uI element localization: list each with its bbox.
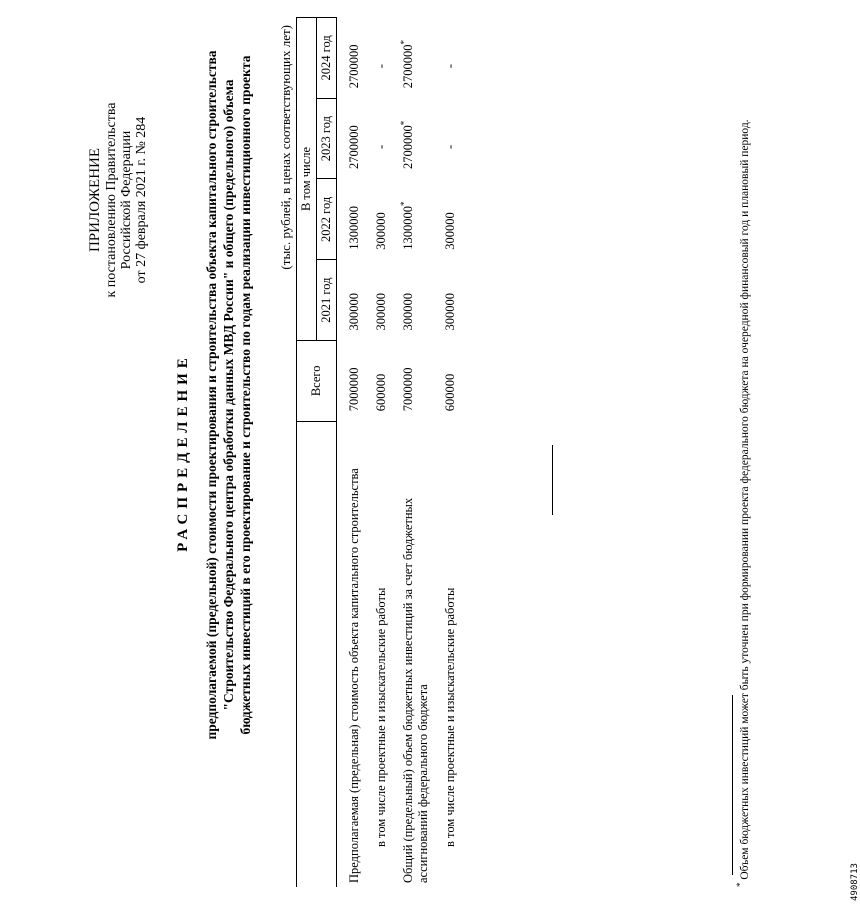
header-year-2022: 2022 год	[317, 179, 337, 260]
value-cell	[433, 340, 460, 421]
value-cell	[391, 260, 433, 341]
table-row	[337, 18, 365, 888]
value-text: 300000	[401, 292, 415, 331]
header-year-2024: 2024 год	[317, 18, 337, 99]
value-cell	[364, 18, 391, 99]
table-row	[364, 18, 391, 888]
value-text: 2700000	[347, 44, 361, 89]
value-cell	[364, 98, 391, 179]
value-cell	[391, 340, 433, 421]
value-text: 600000	[374, 373, 388, 412]
value-text: 300000	[374, 212, 388, 250]
row-label: Общий (предельный) объем бюджетных инвестиций за счет бюджетных ассигнований федерального бюджета	[401, 497, 430, 883]
header-year-2021: 2021 год	[317, 260, 337, 341]
footnote	[735, 19, 752, 887]
header-description	[297, 421, 337, 887]
appendix-title: ПРИЛОЖЕНИЕ	[87, 147, 103, 253]
value-cell	[337, 18, 365, 99]
value-cell	[364, 340, 391, 421]
value-text: -	[374, 64, 388, 69]
value-cell	[337, 179, 365, 260]
value-text: 300000	[443, 212, 457, 250]
value-text: 2700000	[401, 44, 415, 89]
subtitle-line-1: предполагаемой (предельной) стоимости проектирования и строительства объекта капитального строительства	[204, 50, 219, 740]
document-title: РАСПРЕДЕЛЕНИЕ	[175, 353, 191, 552]
row-label: в том числе проектные и изыскательские работы	[374, 587, 388, 847]
row-label: в том числе проектные и изыскательские работы	[443, 587, 457, 847]
value-text: 7000000	[401, 367, 415, 412]
appendix-line-1: к постановлению Правительства	[104, 102, 119, 298]
separator-line	[552, 445, 553, 515]
value-cell	[433, 179, 460, 260]
subtitle-line-2: "Строительство Федерального центра обработки данных МВД России" и общего (предельного) объема	[221, 79, 236, 711]
subtitle-line-3: бюджетных инвестиций в его проектирование и строительство по годам реализации инвестиционного проекта	[238, 55, 253, 735]
value-cell	[364, 179, 391, 260]
table-row	[391, 18, 433, 888]
value-text: 300000	[374, 292, 388, 331]
value-text: -	[443, 64, 457, 69]
value-cell	[433, 98, 460, 179]
appendix-line-3: от 27 февраля 2021 г. № 284	[134, 116, 149, 284]
value-cell	[337, 340, 365, 421]
footnote-rule	[732, 695, 733, 875]
value-cell	[364, 260, 391, 341]
value-cell	[337, 98, 365, 179]
value-cell	[433, 18, 460, 99]
value-text: 300000	[347, 292, 361, 331]
footnote-ref: *	[398, 120, 409, 126]
value-text: 2700000	[347, 125, 361, 169]
table-body	[337, 18, 461, 888]
value-text: 1300000	[401, 205, 415, 250]
header-including: В том числе	[297, 18, 317, 341]
footnote-ref: *	[398, 40, 409, 45]
appendix-block	[88, 65, 149, 335]
value-cell	[391, 98, 433, 179]
row-label: Предполагаемая (предельная) стоимость объекта капитального строительства	[347, 468, 361, 883]
value-text: 1300000	[347, 205, 361, 250]
header-year-2023: 2023 год	[317, 98, 337, 179]
value-cell	[391, 179, 433, 260]
units-note: (тыс. рублей, в ценах соответствующих лет)	[278, 25, 293, 270]
header-total: Всего	[297, 340, 337, 421]
table-row	[433, 18, 460, 888]
value-text: 7000000	[347, 367, 361, 412]
footnote-ref: *	[398, 201, 409, 206]
value-text: -	[443, 144, 457, 149]
footnote-text: Объем бюджетных инвестиций может быть уточнен при формировании проекта федерального бюджета на очередной финансовый год и плановый период.	[739, 119, 751, 880]
distribution-table	[296, 17, 460, 887]
appendix-line-2: Российской Федерации	[119, 130, 134, 270]
value-text: 2700000	[401, 125, 415, 169]
value-text: -	[374, 144, 388, 149]
footnote-mark: *	[735, 882, 746, 887]
value-text: 300000	[443, 292, 457, 331]
page-code: 4908713	[850, 863, 860, 901]
value-cell	[433, 260, 460, 341]
value-cell	[391, 18, 433, 99]
value-text: 600000	[443, 373, 457, 412]
value-cell	[337, 260, 365, 341]
document-subtitle	[203, 15, 254, 775]
